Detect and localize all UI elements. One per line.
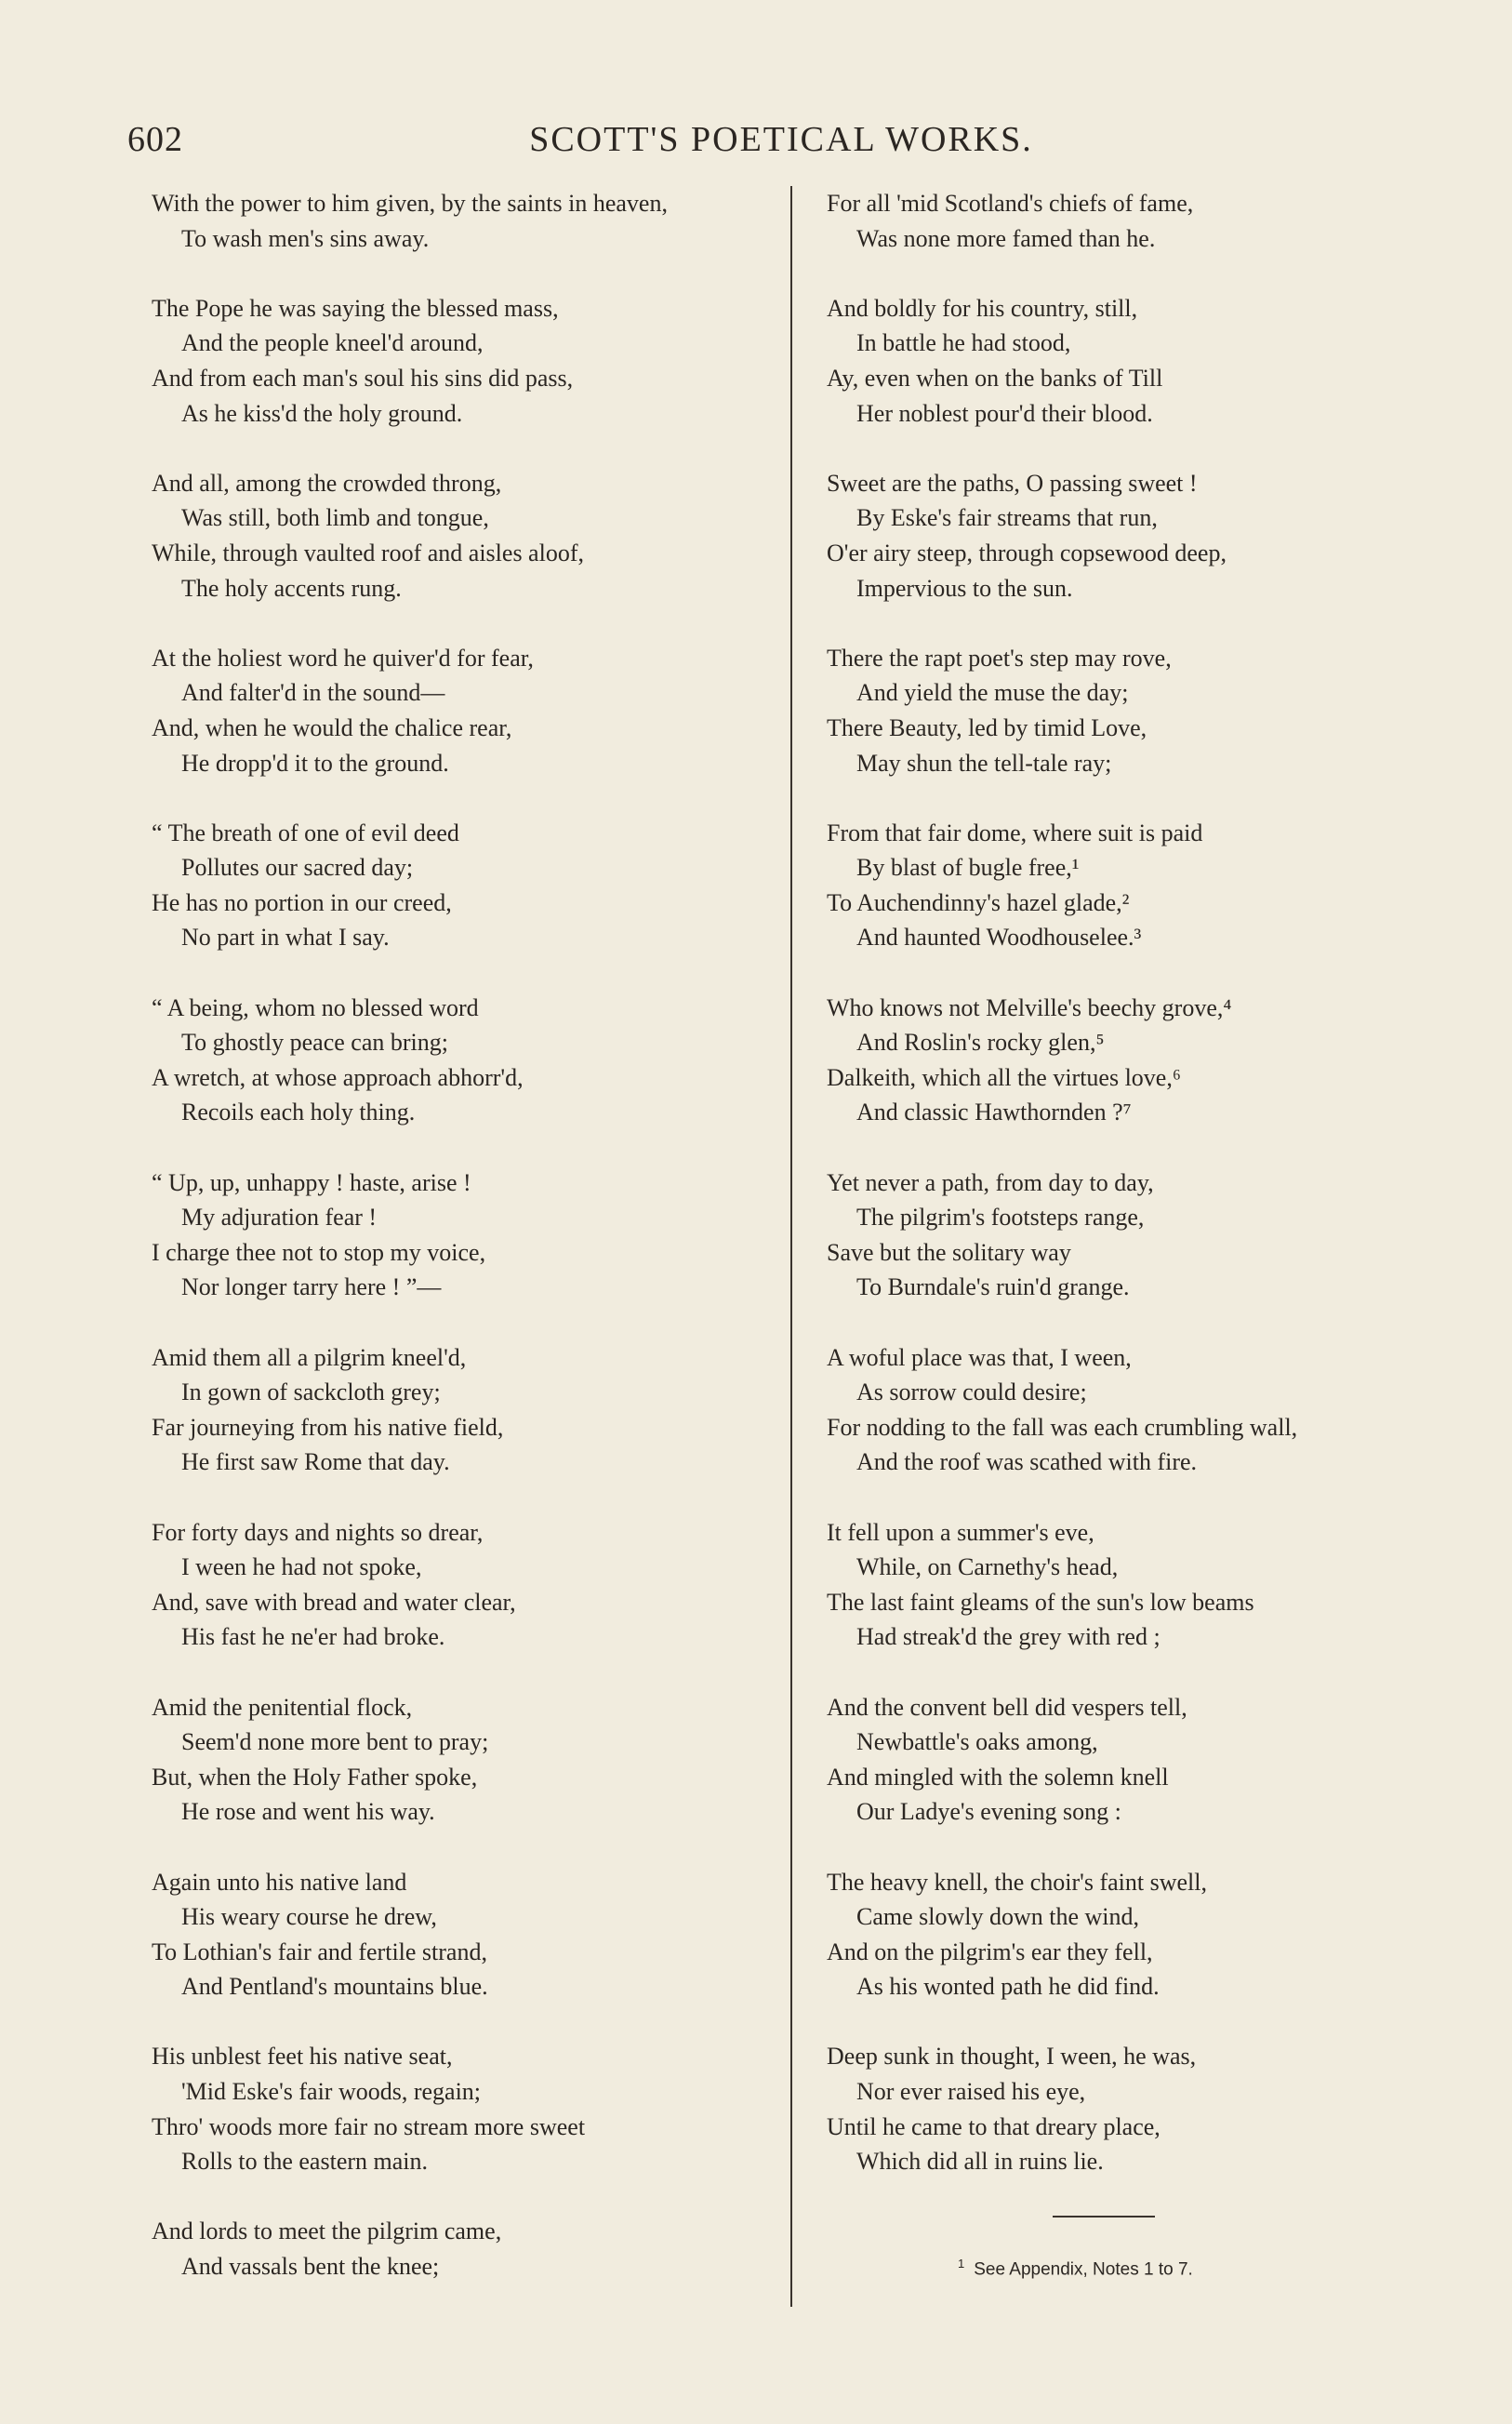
verse-line: Was none more famed than he.	[856, 224, 1156, 252]
stanza	[152, 291, 789, 431]
stanza	[152, 1515, 789, 1655]
verse-line: The Pope he was saying the blessed mass,	[152, 294, 559, 322]
verse-line: “ A being, whom no blessed word	[152, 993, 479, 1021]
stanza	[827, 291, 1459, 431]
verse-line: And on the pilgrim's ear they fell,	[827, 1938, 1153, 1965]
verse-line: In battle he had stood,	[856, 329, 1071, 357]
verse-line: Nor longer tarry here ! ”—	[181, 1273, 442, 1301]
verse-line: He dropp'd it to the ground.	[181, 749, 449, 777]
verse-line: It fell upon a summer's eve,	[827, 1518, 1094, 1546]
verse-line: There Beauty, led by timid Love,	[827, 713, 1147, 741]
verse-line: As sorrow could desire;	[856, 1378, 1087, 1406]
verse-line: For forty days and nights so drear,	[152, 1518, 484, 1546]
verse-line: To Lothian's fair and fertile strand,	[152, 1938, 487, 1965]
verse-line: To Auchendinny's hazel glade,²	[827, 888, 1130, 916]
verse-line: To wash men's sins away.	[181, 224, 430, 252]
verse-line: Her noblest pour'd their blood.	[856, 399, 1153, 427]
verse-line: His unblest feet his native seat,	[152, 2043, 453, 2071]
poem-column-right	[827, 186, 1459, 2214]
stanza	[827, 1515, 1459, 1655]
verse-line: Far journeying from his native field,	[152, 1413, 504, 1441]
verse-line: The pilgrim's footsteps range,	[856, 1204, 1145, 1232]
verse-line: While, on Carnethy's head,	[856, 1553, 1119, 1581]
verse-line: While, through vaulted roof and aisles aloof,	[152, 539, 584, 566]
verse-line: Thro' woods more fair no stream more sweet	[152, 2112, 586, 2140]
stanza	[827, 466, 1459, 606]
verse-line: But, when the Holy Father spoke,	[152, 1763, 478, 1791]
stanza	[827, 1865, 1459, 2004]
verse-line: From that fair dome, where suit is paid	[827, 819, 1203, 846]
stanza	[152, 2214, 789, 2284]
verse-line: Sweet are the paths, O passing sweet !	[827, 469, 1198, 497]
verse-line: Again unto his native land	[152, 1868, 407, 1896]
stanza	[152, 641, 789, 780]
stanza	[827, 816, 1459, 955]
verse-line: Nor ever raised his eye,	[856, 2078, 1086, 2106]
running-title: SCOTT'S POETICAL WORKS.	[529, 120, 1033, 159]
page-number: 602	[127, 120, 183, 159]
verse-line: And the roof was scathed with fire.	[856, 1448, 1198, 1476]
verse-line: Was still, both limb and tongue,	[181, 504, 489, 532]
verse-line: His fast he ne'er had broke.	[181, 1623, 445, 1651]
verse-line: Ay, even when on the banks of Till	[827, 364, 1163, 392]
verse-line: The heavy knell, the choir's faint swell,	[827, 1868, 1208, 1896]
poem-column-left	[152, 186, 789, 2319]
verse-line: Rolls to the eastern main.	[181, 2148, 429, 2176]
stanza	[152, 1865, 789, 2004]
verse-line: And Roslin's rocky glen,⁵	[856, 1029, 1105, 1057]
footnote-rule	[1053, 2216, 1155, 2218]
stanza	[827, 1690, 1459, 1830]
verse-line: Our Ladye's evening song :	[856, 1798, 1121, 1826]
stanza	[152, 1340, 789, 1480]
verse-line: And Pentland's mountains blue.	[181, 1973, 488, 2001]
verse-line: A woful place was that, I ween,	[827, 1343, 1132, 1371]
verse-line: And all, among the crowded throng,	[152, 469, 502, 497]
verse-line: He rose and went his way.	[181, 1798, 435, 1826]
verse-line: “ Up, up, unhappy ! haste, arise !	[152, 1168, 471, 1196]
verse-line: With the power to him given, by the saints in heaven,	[152, 190, 668, 217]
footnote	[958, 2257, 1193, 2280]
verse-line: And falter'd in the sound—	[181, 679, 445, 707]
verse-line: Seem'd none more bent to pray;	[181, 1728, 489, 1756]
verse-line: I charge thee not to stop my voice,	[152, 1238, 486, 1266]
verse-line: To ghostly peace can bring;	[181, 1029, 448, 1057]
verse-line: Recoils each holy thing.	[181, 1099, 416, 1126]
verse-line: At the holiest word he quiver'd for fear,	[152, 644, 534, 672]
verse-line: The holy accents rung.	[181, 574, 402, 602]
stanza	[152, 186, 789, 256]
verse-line: For nodding to the fall was each crumbling wall,	[827, 1413, 1298, 1441]
verse-line: Impervious to the sun.	[856, 574, 1073, 602]
verse-line: May shun the tell-tale ray;	[856, 749, 1112, 777]
verse-line: As his wonted path he did find.	[856, 1973, 1160, 2001]
verse-line: And the convent bell did vespers tell,	[827, 1693, 1187, 1721]
verse-line: Pollutes our sacred day;	[181, 854, 414, 882]
stanza	[827, 1340, 1459, 1480]
verse-line: And classic Hawthornden ?⁷	[856, 1099, 1132, 1126]
stanza	[827, 641, 1459, 780]
verse-line: Amid them all a pilgrim kneel'd,	[152, 1343, 467, 1371]
stanza	[152, 1690, 789, 1830]
verse-line: As he kiss'd the holy ground.	[181, 399, 463, 427]
verse-line: And, when he would the chalice rear,	[152, 713, 512, 741]
verse-line: There the rapt poet's step may rove,	[827, 644, 1172, 672]
verse-line: Amid the penitential flock,	[152, 1693, 413, 1721]
verse-line: Yet never a path, from day to day,	[827, 1168, 1154, 1196]
stanza	[152, 466, 789, 606]
verse-line: And lords to meet the pilgrim came,	[152, 2218, 502, 2245]
verse-line: And mingled with the solemn knell	[827, 1763, 1169, 1791]
verse-line: My adjuration fear !	[181, 1204, 378, 1232]
stanza	[152, 816, 789, 955]
verse-line: And from each man's soul his sins did pass,	[152, 364, 574, 392]
verse-line: “ The breath of one of evil deed	[152, 819, 459, 846]
stanza	[152, 991, 789, 1130]
verse-line: His weary course he drew,	[181, 1903, 437, 1931]
verse-line: He has no portion in our creed,	[152, 888, 452, 916]
verse-line: He first saw Rome that day.	[181, 1448, 450, 1476]
stanza	[827, 1165, 1459, 1305]
verse-line: To Burndale's ruin'd grange.	[856, 1273, 1130, 1301]
verse-line: And boldly for his country, still,	[827, 294, 1138, 322]
footnote-text: See Appendix, Notes 1 to 7.	[974, 2259, 1193, 2280]
column-divider	[790, 186, 792, 2307]
verse-line: 'Mid Eske's fair woods, regain;	[181, 2078, 482, 2106]
stanza	[152, 1165, 789, 1305]
verse-line: And vassals bent the knee;	[181, 2253, 440, 2281]
verse-line: And, save with bread and water clear,	[152, 1588, 516, 1616]
verse-line: By Eske's fair streams that run,	[856, 504, 1158, 532]
verse-line: Came slowly down the wind,	[856, 1903, 1140, 1931]
verse-line: For all 'mid Scotland's chiefs of fame,	[827, 190, 1194, 217]
verse-line: Deep sunk in thought, I ween, he was,	[827, 2043, 1197, 2071]
stanza	[827, 991, 1459, 1130]
verse-line: And haunted Woodhouselee.³	[856, 924, 1142, 952]
verse-line: By blast of bugle free,¹	[856, 854, 1080, 882]
verse-line: Had streak'd the grey with red ;	[856, 1623, 1161, 1651]
stanza	[827, 186, 1459, 256]
verse-line: Who knows not Melville's beechy grove,⁴	[827, 993, 1232, 1021]
verse-line: Which did all in ruins lie.	[856, 2148, 1104, 2176]
verse-line: Save but the solitary way	[827, 1238, 1071, 1266]
verse-line: O'er airy steep, through copsewood deep,	[827, 539, 1227, 566]
stanza	[152, 2039, 789, 2178]
verse-line: Dalkeith, which all the virtues love,⁶	[827, 1063, 1181, 1091]
verse-line: The last faint gleams of the sun's low beams	[827, 1588, 1254, 1616]
verse-line: A wretch, at whose approach abhorr'd,	[152, 1063, 524, 1091]
verse-line: And the people kneel'd around,	[181, 329, 484, 357]
verse-line: And yield the muse the day;	[856, 679, 1129, 707]
verse-line: In gown of sackcloth grey;	[181, 1378, 441, 1406]
stanza	[827, 2039, 1459, 2178]
verse-line: I ween he had not spoke,	[181, 1553, 422, 1581]
verse-line: Until he came to that dreary place,	[827, 2112, 1161, 2140]
footnote-marker: 1	[958, 2257, 965, 2271]
verse-line: Newbattle's oaks among,	[856, 1728, 1098, 1756]
verse-line: No part in what I say.	[181, 924, 390, 952]
